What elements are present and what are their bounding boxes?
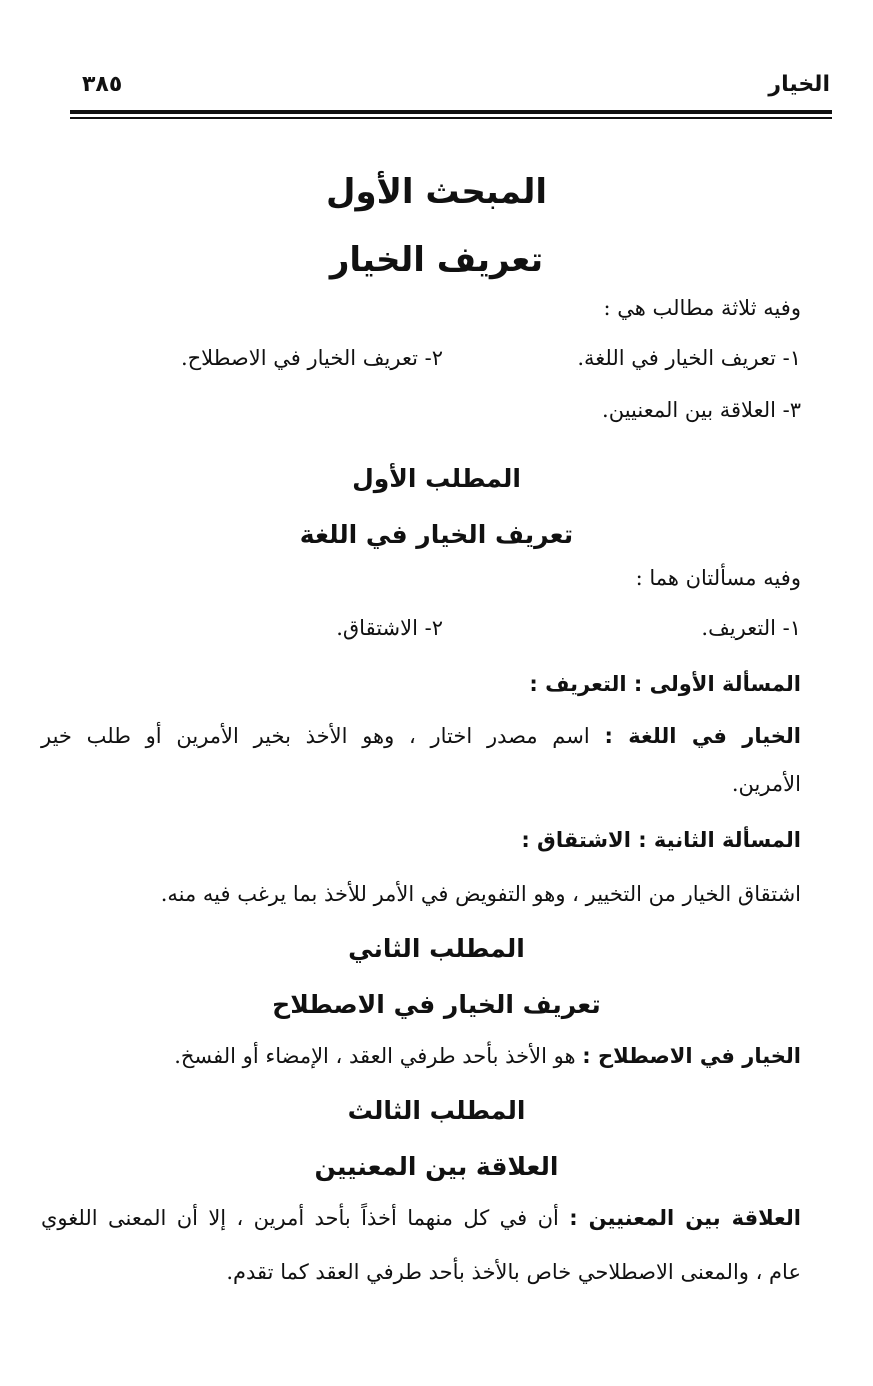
- chapter-item-2: ٢- تعريف الخيار في الاصطلاح.: [180, 346, 443, 370]
- section3-paragraph-line1: [41, 1206, 801, 1230]
- header-rule-thick: [70, 110, 832, 114]
- page-header: [70, 66, 830, 102]
- chapter-intro: وفيه ثلاثة مطالب هي :: [603, 296, 801, 320]
- section2-paragraph: [174, 1044, 801, 1068]
- page-number: ٣٨٥: [82, 72, 123, 97]
- section2-title: المطلب الثاني: [348, 934, 525, 963]
- running-title: الخيار: [768, 72, 830, 97]
- chapter-subtitle: تعريف الخيار: [329, 240, 544, 280]
- section2-lead: الخيار في الاصطلاح :: [582, 1044, 801, 1068]
- chapter-item-1: ١- تعريف الخيار في اللغة.: [577, 346, 801, 370]
- chapter-item-3: ٣- العلاقة بين المعنيين.: [602, 398, 801, 422]
- issue1-heading: المسألة الأولى : التعريف :: [529, 672, 801, 696]
- issue1-text-line1: اسم مصدر اختار ، وهو الأخذ بخير الأمرين أو طلب خير: [41, 724, 590, 748]
- section3-text-line1: أن في كل منهما أخذاً بأحد أمرين ، إلا أن المعنى اللغوي: [41, 1206, 559, 1230]
- chapter-title: المبحث الأول: [325, 172, 548, 212]
- issue2-text: اشتقاق الخيار من التخيير ، وهو التفويض في الأمر للأخذ بما يرغب فيه منه.: [160, 882, 801, 906]
- section3-subtitle: العلاقة بين المعنيين: [314, 1152, 559, 1181]
- header-rule-thin: [70, 117, 832, 119]
- section1-title: المطلب الأول: [352, 464, 521, 493]
- section3-text-line2: عام ، والمعنى الاصطلاحي خاص بالأخذ بأحد طرفي العقد كما تقدم.: [226, 1260, 801, 1284]
- section1-intro: وفيه مسألتان هما :: [635, 566, 801, 590]
- issue2-heading: المسألة الثانية : الاشتقاق :: [521, 828, 801, 852]
- section3-title: المطلب الثالث: [347, 1096, 526, 1125]
- section2-subtitle: تعريف الخيار في الاصطلاح: [272, 990, 601, 1019]
- issue1-text-line2: الأمرين.: [731, 772, 801, 796]
- issue1-lead: الخيار في اللغة :: [604, 724, 801, 748]
- issue1-paragraph-line1: [41, 724, 801, 748]
- section1-item-1: ١- التعريف.: [701, 616, 801, 640]
- section1-item-2: ٢- الاشتقاق.: [336, 616, 443, 640]
- section3-lead: العلاقة بين المعنيين :: [569, 1206, 801, 1230]
- section1-subtitle: تعريف الخيار في اللغة: [299, 520, 574, 549]
- section2-text: هو الأخذ بأحد طرفي العقد ، الإمضاء أو الفسخ.: [174, 1044, 576, 1068]
